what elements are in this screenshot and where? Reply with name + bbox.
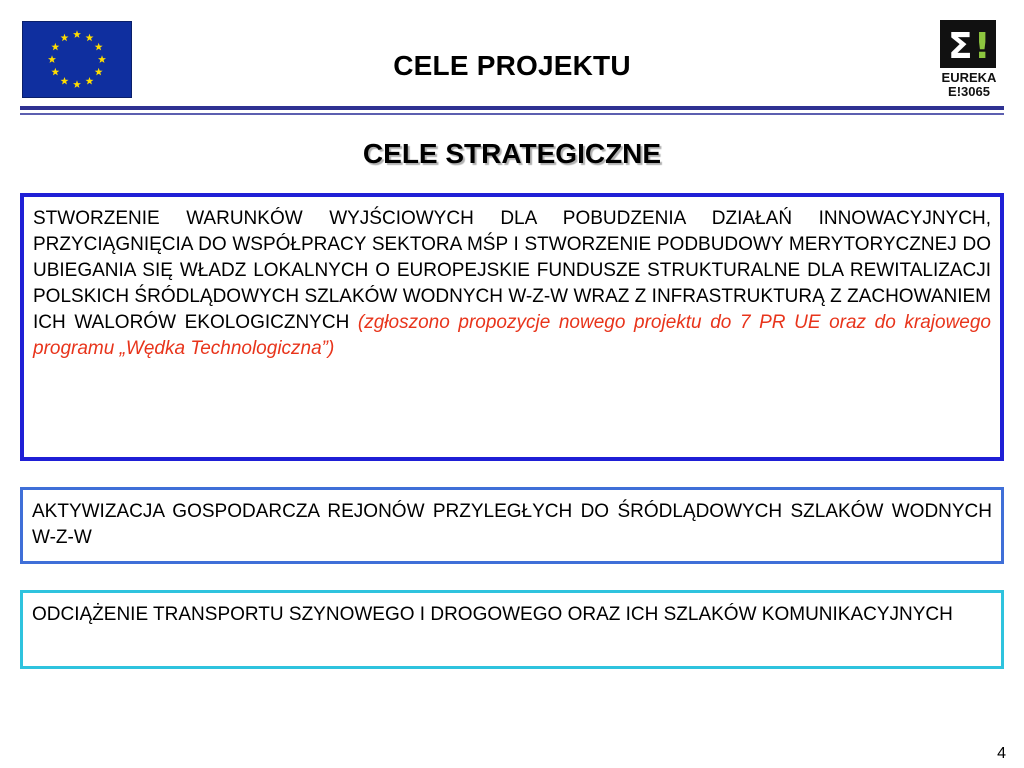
logo-code: E!3065 xyxy=(948,84,990,99)
page-number: 4 xyxy=(997,745,1006,762)
goal-1-main: STWORZENIE WARUNKÓW WYJŚCIOWYCH DLA POBUDZENIA DZIAŁAŃ INNOWACYJNYCH, PRZYCIĄGNIĘCIA DO WSPÓŁPRACY SEKTORA MŚP I STWORZENIE PODBUDOWY MERYTORYCZNEJ DO UBIEGANIA SIĘ WŁADZ LOKALNYCH O EUROPEJSKIE FUNDUSZE STRUKTURALNE DLA REWITALIZACJI POLSKICH ŚRÓDLĄDOWYCH SZLAKÓW WODNYCH W-Z-W WRAZ Z INFRASTRUKTURĄ Z ZACHOWANIEM ICH WALORÓW EKOLOGICZNYCH xyxy=(33,208,991,333)
svg-text:Σ: Σ xyxy=(948,26,973,67)
svg-text:!: ! xyxy=(974,26,991,67)
goal-text-2: AKTYWIZACJA GOSPODARCZA REJONÓW PRZYLEGŁYCH DO ŚRÓDLĄDOWYCH SZLAKÓW WODNYCH W-Z-W xyxy=(32,501,992,548)
eureka-logo-icon xyxy=(936,20,1002,102)
header-divider-thin xyxy=(20,113,1004,115)
section-title: CELE STRATEGICZNE xyxy=(362,138,662,169)
page-title: CELE PROJEKTU xyxy=(393,50,631,81)
eu-star-icon xyxy=(86,34,94,42)
goal-box-2 xyxy=(20,487,1004,564)
goal-text-1 xyxy=(33,206,991,362)
goal-text-3: ODCIĄŻENIE TRANSPORTU SZYNOWEGO I DROGOWEGO ORAZ ICH SZLAKÓW KOMUNIKACYJNYCH xyxy=(32,604,953,625)
eu-star-icon xyxy=(61,34,69,42)
goal-box-3 xyxy=(20,590,1004,669)
eu-star-icon xyxy=(73,30,81,38)
goal-1-note: (zgłoszono propozycje nowego projektu do 7 PR UE oraz do krajowego programu „Wędka Technologiczna”) xyxy=(33,312,991,359)
header-divider xyxy=(20,106,1004,110)
logo-name: EUREKA xyxy=(941,70,997,85)
goal-box-1 xyxy=(20,193,1004,461)
sigma-exclaim-icon xyxy=(940,20,996,68)
